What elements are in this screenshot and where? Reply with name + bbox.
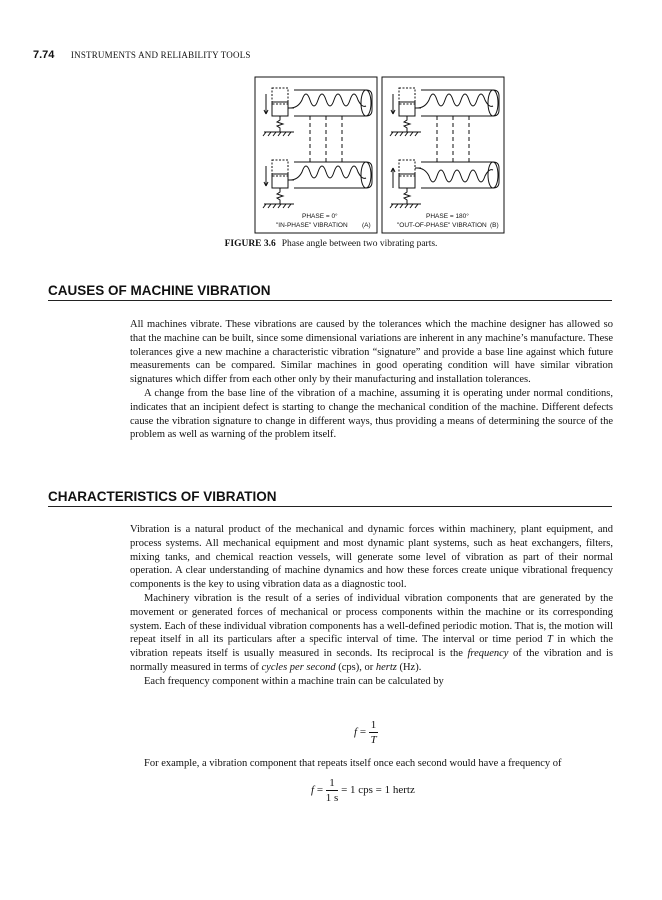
section2-paragraph-4: For example, a vibration component that repeats itself once each second would have a frequency of: [144, 758, 562, 769]
section1-paragraph-2: A change from the base line of the vibration of a machine, assuming it is operating under normal conditions, indicates that an incipient defect is starting to change the mechanical condition of the machine. Different defects cause the vibration signature to change in different ways, thus providing a means of determining the source of the problem as well as warning of the problem itself.: [130, 387, 613, 441]
right-phase-value: PHASE = 180°: [426, 213, 469, 220]
left-panel-tag: (A): [362, 222, 371, 229]
left-bottom-assembly: [263, 160, 372, 208]
phase-diagram: [254, 76, 506, 236]
section2-paragraph-1: Vibration is a natural product of the mechanical and dynamic forces within machinery, plant equipment, and process systems. All mechanical equipment and most dynamic plant systems, such as heat exchangers, filters, mixing tanks, and chemical reaction vessels, will generate some level of vibration as part of their normal operation. A clear understanding of machine dynamics and how these forces create unique vibrational frequency components is the key to using vibration data as a diagnostic tool.: [130, 524, 613, 591]
right-panel-tag: (B): [490, 222, 499, 229]
phase-figure: [254, 76, 506, 236]
running-header: [33, 49, 251, 61]
section-heading-characteristics: CHARACTERISTICS OF VIBRATION: [48, 489, 612, 507]
section2-body-continued: [130, 757, 613, 771]
running-title: INSTRUMENTS AND RELIABILITY TOOLS: [70, 50, 251, 60]
right-phase-label: "OUT-OF-PHASE" VIBRATION: [397, 222, 487, 229]
left-phase-value: PHASE = 0°: [302, 213, 338, 220]
section2-paragraph-2: Machinery vibration is the result of a series of individual vibration components that are generated by the movement or generated forces of mechanical or process components within the machine or its corresponding system. Each of these individual vibration components has a well-defined periodic motion. That is, the motion will repeat itself in all its particulars after a specific interval of time. The interval or time period T in which the vibration repeats itself is usually measured in seconds. Its reciprocal is the frequency of the vibration and is normally measured in terms of cycles per second (cps), or hertz (Hz).: [130, 592, 613, 673]
right-bottom-assembly: [390, 160, 499, 208]
section-heading-causes: CAUSES OF MACHINE VIBRATION: [48, 283, 612, 301]
figure-number: FIGURE 3.6: [224, 239, 276, 249]
figure-caption-text: Phase angle between two vibrating parts.: [281, 239, 438, 249]
section2-paragraph-3: Each frequency component within a machine train can be calculated by: [144, 675, 444, 687]
equation-frequency: f = $\frac{1}{T}$: [354, 719, 377, 746]
section2-body: [130, 523, 613, 689]
right-phase-lines: [437, 116, 469, 162]
section1-body: [130, 318, 613, 442]
equation-example: f = $\frac{1}{1 s}$ = 1 cps = 1 hertz: [311, 777, 415, 804]
left-phase-lines: [310, 116, 342, 162]
right-top-assembly: [390, 88, 499, 136]
left-top-assembly: [263, 88, 372, 136]
figure-caption: [0, 239, 662, 249]
section1-paragraph-1: All machines vibrate. These vibrations are caused by the tolerances which the machine designer has allowed so that the machine can be built, since some dimensional variations are inherent in any machine’s manufacture. These tolerances give a new machine a characteristic vibration “signature” and provide a base line against which future measurements can be compared. Similar machines in good operating condition will have similar vibration signatures which differ from each other only by their manufacturing and installation tolerances.: [130, 319, 613, 386]
page-number: 7.74: [33, 49, 55, 61]
left-phase-label: "IN-PHASE" VIBRATION: [276, 222, 348, 229]
